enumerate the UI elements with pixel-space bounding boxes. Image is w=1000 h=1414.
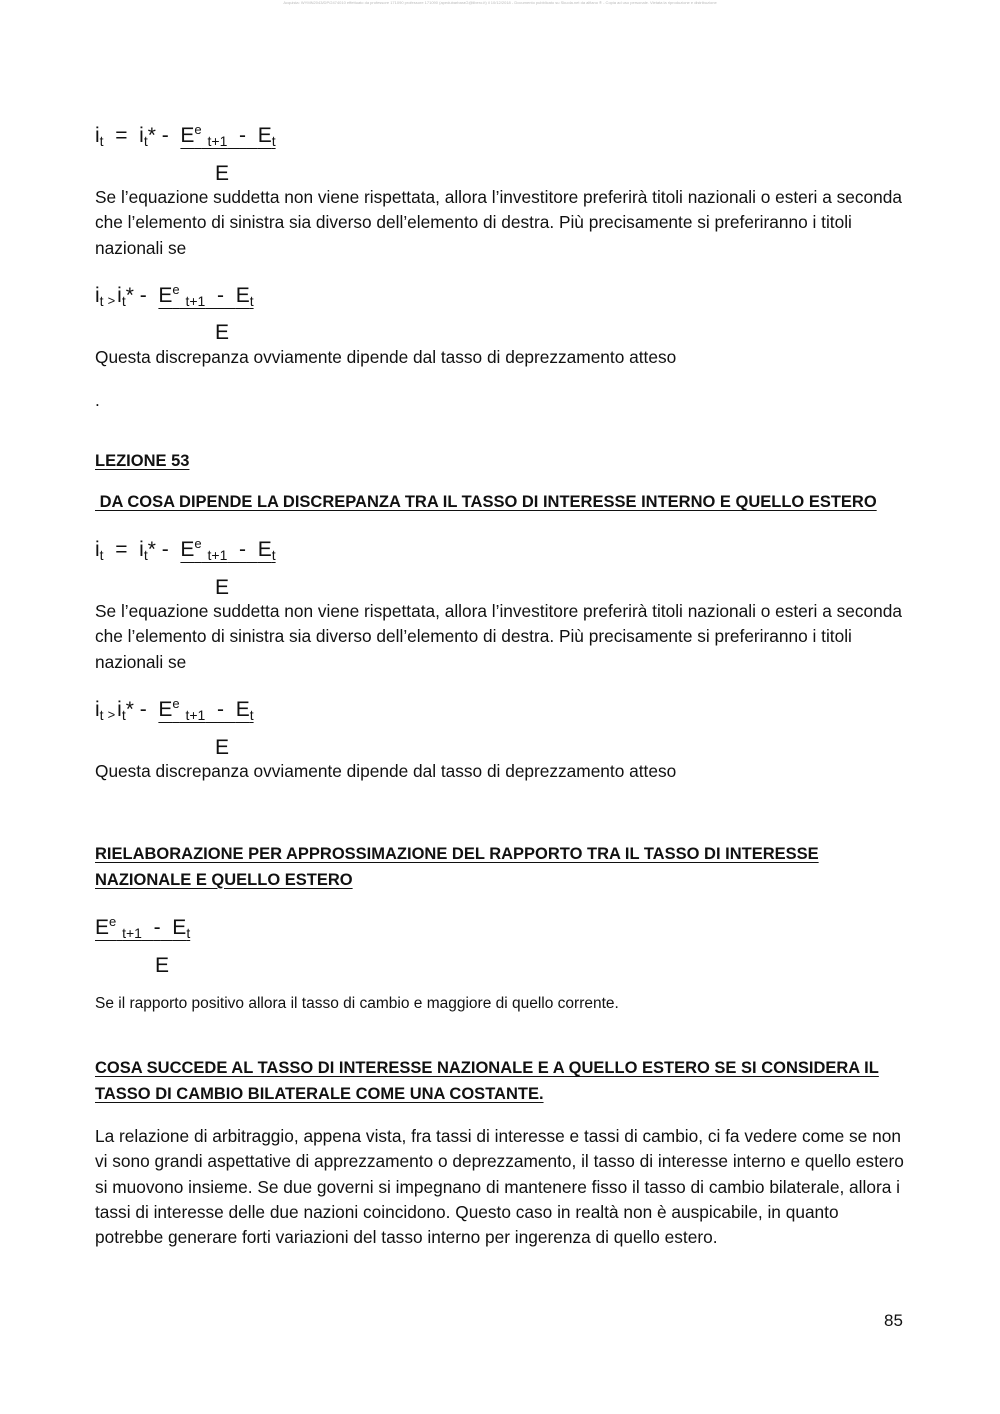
section-heading: COSA SUCCEDE AL TASSO DI INTERESSE NAZIONALE E A QUELLO ESTERO SE SI CONSIDERA IL TASSO DI CAMBIO BILATERALE COME UNA COSTANTE.: [95, 1059, 879, 1103]
fraction-denominator: E: [215, 321, 230, 344]
fraction-numerator: $E^e$ $_{t+1} - E_t$: [158, 696, 254, 723]
fraction-numerator: $E^e$ $_{t+1} - E_t$: [180, 122, 276, 149]
fraction-numerator: $E^e$ $_{t+1} - E_t$: [180, 536, 276, 563]
paragraph: Se l’equazione suddetta non viene rispettata, allora l’investitore preferirà titoli nazionali o esteri a seconda che l’elemento di sinistra sia diverso dell’elemento di destra. Più precisamente si preferiranno i titoli nazionali se: [95, 601, 902, 672]
formula-inequality: $i_t >i_t* - E^e$ $_{t+1} - E_t$: [95, 696, 254, 723]
formula-ratio: [95, 915, 190, 940]
watermark-text: Acquista: WYMN2043/DP/2474010 effettuato da professore 171090 professore 171090 (apedubarbaraG@libero.it) il 10/12/2018 - Documento pubblicato su Skuola.net da alfiano ® - Copia ad uso personale. Vietata la riproduzione e distribuzione: [283, 0, 717, 5]
paragraph: Questa discrepanza ovviamente dipende dal tasso di deprezzamento atteso: [95, 347, 677, 367]
paragraph: Se l’equazione suddetta non viene rispettata, allora l’investitore preferirà titoli nazionali o esteri a seconda che l’elemento di sinistra sia diverso dell’elemento di destra. Più precisamente si preferiranno i titoli nazionali se: [95, 187, 902, 258]
formula-equality: $i_t = i_t* - E^e$ $_{t+1} - E_t$: [95, 122, 276, 149]
fraction-numerator: $E^e$ $_{t+1} - E_t$: [95, 914, 191, 941]
section-heading: RIELABORAZIONE PER APPROSSIMAZIONE DEL RAPPORTO TRA IL TASSO DI INTERESSE NAZIONALE E QUELLO ESTERO: [95, 845, 819, 889]
fraction-denominator: E: [215, 736, 230, 759]
section-subtitle: DA COSA DIPENDE LA DISCREPANZA TRA IL TASSO DI INTERESSE INTERNO E QUELLO ESTERO: [95, 493, 877, 511]
fraction-denominator: E: [215, 162, 230, 185]
section-title: LEZIONE 53: [95, 452, 190, 470]
fraction-numerator: $E^e$ $_{t+1} - E_t$: [158, 282, 254, 309]
dot-line: .: [95, 390, 100, 410]
fraction-denominator: E: [155, 954, 170, 977]
page-number: 85: [884, 1311, 903, 1330]
paragraph: Questa discrepanza ovviamente dipende dal tasso di deprezzamento atteso: [95, 761, 677, 781]
paragraph: La relazione di arbitraggio, appena vista, fra tassi di interesse e tassi di cambio, ci fa vedere come se non vi sono grandi aspettative di apprezzamento o deprezzamento, il tasso di interesse interno e quello estero si muovono insieme. Se due governi si impegnano di mantenere fisso il tasso di cambio bilaterale, allora i tassi di interesse delle due nazioni coincidono. Questo caso in realtà non è auspicabile, in quanto potrebbe generare forti variazioni del tasso interno per ingerenza di quello estero.: [95, 1126, 904, 1248]
formula-equality: $i_t = i_t* - E^e$ $_{t+1} - E_t$: [95, 536, 276, 563]
fraction-denominator: E: [215, 576, 230, 599]
paragraph: Se il rapporto positivo allora il tasso di cambio e maggiore di quello corrente.: [95, 995, 619, 1012]
formula-inequality: $i_t >i_t* - E^e$ $_{t+1} - E_t$: [95, 282, 254, 309]
